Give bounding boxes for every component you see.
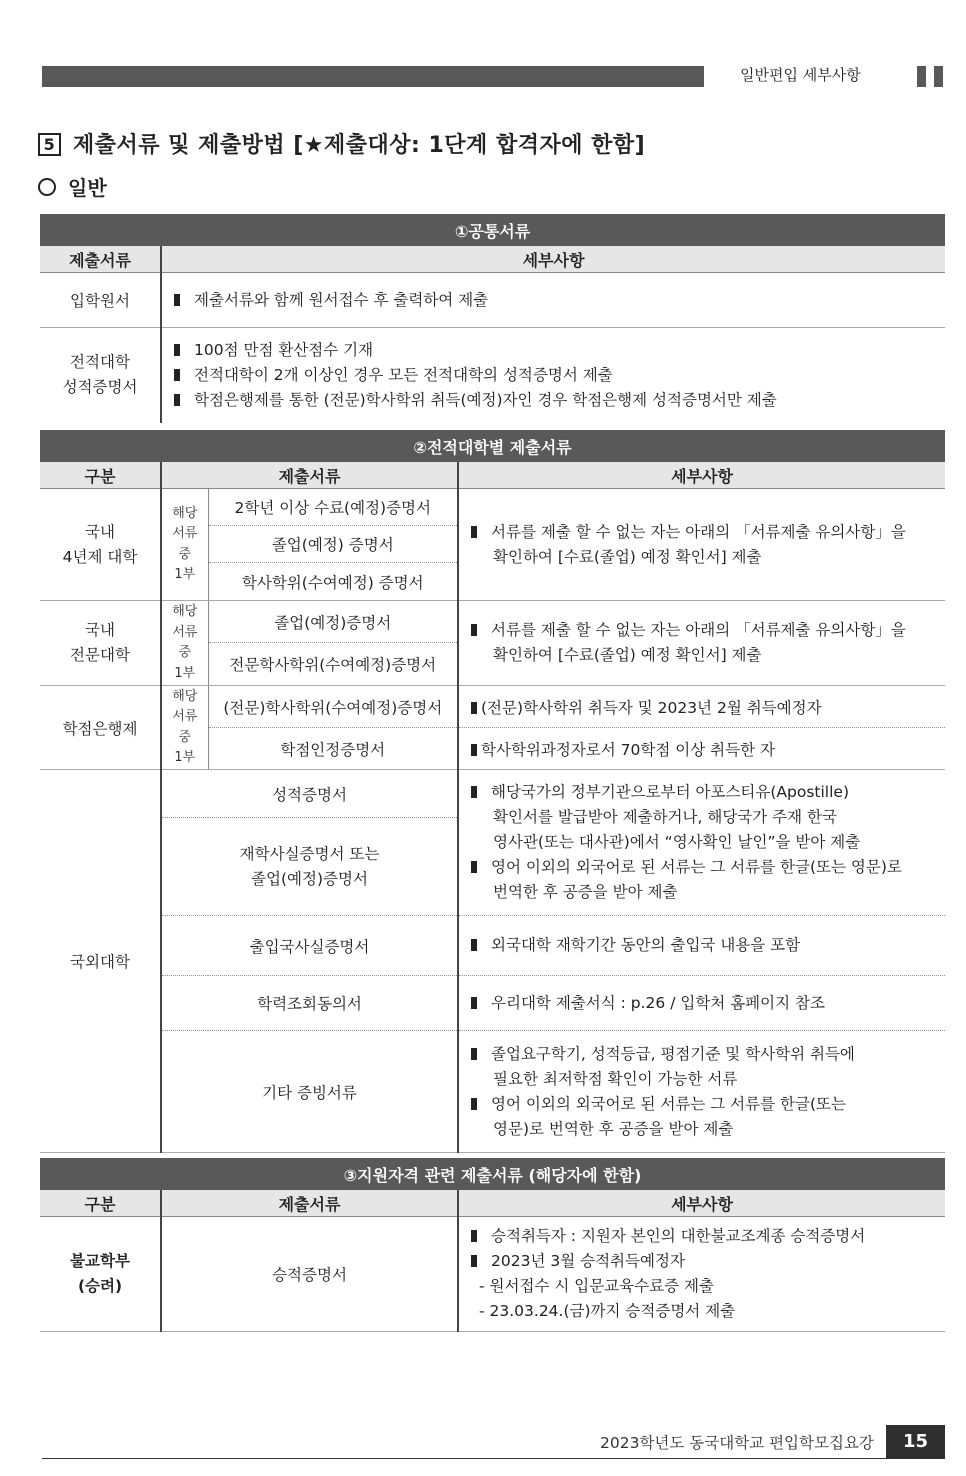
subtitle	[38, 172, 107, 201]
type-cell: 불교학부 (승려)	[40, 1217, 161, 1332]
doc-cell: 전적대학 성적증명서	[62, 353, 138, 397]
by-school-table	[40, 430, 945, 1153]
circle-icon	[38, 178, 56, 196]
page-number: 15	[886, 1425, 945, 1459]
detail-cell: 외국대학 재학기간 동안의 출입국 내용을 포함	[458, 916, 945, 976]
detail-cell: 우리대학 제출서식 : p.26 / 입학처 홈페이지 참조	[458, 976, 945, 1031]
section-title	[38, 128, 645, 159]
doc-cell: 출입국사실증명서	[161, 916, 458, 976]
detail-cell: 승적취득자 : 지원자 본인의 대한불교조계종 승적증명서 2023년 3월 승적취득예정자 - 원서접수 시 입문교육수료증 제출 - 23.03.24.(금)까지 승적증명서 제출	[458, 1217, 945, 1332]
doc-cell: 학사학위(수여예정) 증명서	[208, 563, 458, 601]
choose-one-label: 해당 서류 중 1부	[161, 686, 208, 770]
header-block	[934, 66, 943, 87]
section-title-text: 제출서류 및 제출방법 [★제출대상: 1단계 합격자에 한함]	[73, 133, 646, 158]
header-block	[917, 66, 926, 87]
table-row	[40, 328, 945, 423]
doc-cell: 성적증명서	[161, 770, 458, 818]
doc-cell: 전문학사학위(수여예정)증명서	[208, 643, 458, 686]
qualification-table	[40, 1158, 945, 1332]
type-cell: 국내 전문대학	[40, 601, 161, 686]
detail-cell: 100점 만점 환산점수 기재 전적대학이 2개 이상인 경우 모든 전적대학의 성적증명서 제출 학점은행제를 통한 (전문)학사학위 취득(예정)자인 경우 학점은행제 성적증명서만 제출	[161, 328, 945, 423]
col-header-doc: 제출서류	[161, 462, 458, 489]
type-cell: 국외대학	[40, 770, 161, 1153]
table-row	[40, 601, 945, 643]
subtitle-text: 일반	[68, 176, 107, 200]
doc-cell: 학점인정증명서	[208, 728, 458, 770]
table-row	[40, 686, 945, 728]
col-header-type: 구분	[40, 462, 161, 489]
col-header-doc: 제출서류	[161, 1190, 458, 1217]
col-header-detail: 세부사항	[161, 246, 945, 273]
doc-cell: 2학년 이상 수료(예정)증명서	[208, 489, 458, 526]
header-bar	[42, 66, 704, 87]
table-row	[40, 770, 945, 818]
doc-cell: (전문)학사학위(수여예정)증명서	[208, 686, 458, 728]
doc-cell: 학력조회동의서	[161, 976, 458, 1031]
detail-cell: 해당국가의 정부기관으로부터 아포스티유(Apostille) 확인서를 발급받아 제출하거나, 해당국가 주재 한국 영사관(또는 대사관)에서 “영사확인 날인”을 받아 제출 영어 이외의 외국어로 된 서류는 그 서류를 한글(또는 영문)로 번역한 후 공증을 받아 제출	[458, 770, 945, 916]
doc-cell: 재학사실증명서 또는 졸업(예정)증명서	[161, 818, 458, 916]
detail-cell: 서류를 제출 할 수 없는 자는 아래의 「서류제출 유의사항」을 확인하여 [수료(졸업) 예정 확인서] 제출	[458, 601, 945, 686]
section-number: 5	[38, 133, 61, 156]
footer-rule	[42, 1458, 945, 1459]
detail-cell: 서류를 제출 할 수 없는 자는 아래의 「서류제출 유의사항」을 확인하여 [수료(졸업) 예정 확인서] 제출	[458, 489, 945, 601]
footer-text: 2023학년도 동국대학교 편입학모집요강	[600, 1434, 874, 1452]
common-docs-table	[40, 214, 945, 423]
doc-cell: 졸업(예정) 증명서	[208, 526, 458, 563]
table-row	[40, 1217, 945, 1332]
choose-one-label: 해당 서류 중 1부	[161, 601, 208, 686]
band-by-school: ②전적대학별 제출서류	[40, 430, 945, 462]
col-header-type: 구분	[40, 1190, 161, 1217]
detail-cell: 제출서류와 함께 원서접수 후 출력하여 제출	[161, 273, 945, 328]
doc-cell: 기타 증빙서류	[161, 1031, 458, 1153]
doc-cell: 졸업(예정)증명서	[208, 601, 458, 643]
col-header-detail: 세부사항	[458, 1190, 945, 1217]
type-cell: 국내 4년제 대학	[40, 489, 161, 601]
doc-cell: 입학원서	[40, 273, 161, 328]
table-row	[40, 489, 945, 526]
detail-cell: 졸업요구학기, 성적등급, 평점기준 및 학사학위 취득에 필요한 최저학점 확인이 가능한 서류 영어 이외의 외국어로 된 서류는 그 서류를 한글(또는 영문)로 번역한 후 공증을 받아 제출	[458, 1031, 945, 1153]
band-common: ①공통서류	[40, 214, 945, 246]
choose-one-label: 해당 서류 중 1부	[161, 489, 208, 601]
doc-cell: 승적증명서	[161, 1217, 458, 1332]
table-row	[40, 273, 945, 328]
band-qualification: ③지원자격 관련 제출서류 (해당자에 한함)	[40, 1158, 945, 1190]
header-section-label: 일반편입 세부사항	[740, 66, 861, 84]
col-header-detail: 세부사항	[458, 462, 945, 489]
col-header-doc: 제출서류	[40, 246, 161, 273]
detail-cell: (전문)학사학위 취득자 및 2023년 2월 취득예정자	[458, 686, 945, 728]
detail-cell: 학사학위과정자로서 70학점 이상 취득한 자	[458, 728, 945, 770]
type-cell: 학점은행제	[40, 686, 161, 770]
